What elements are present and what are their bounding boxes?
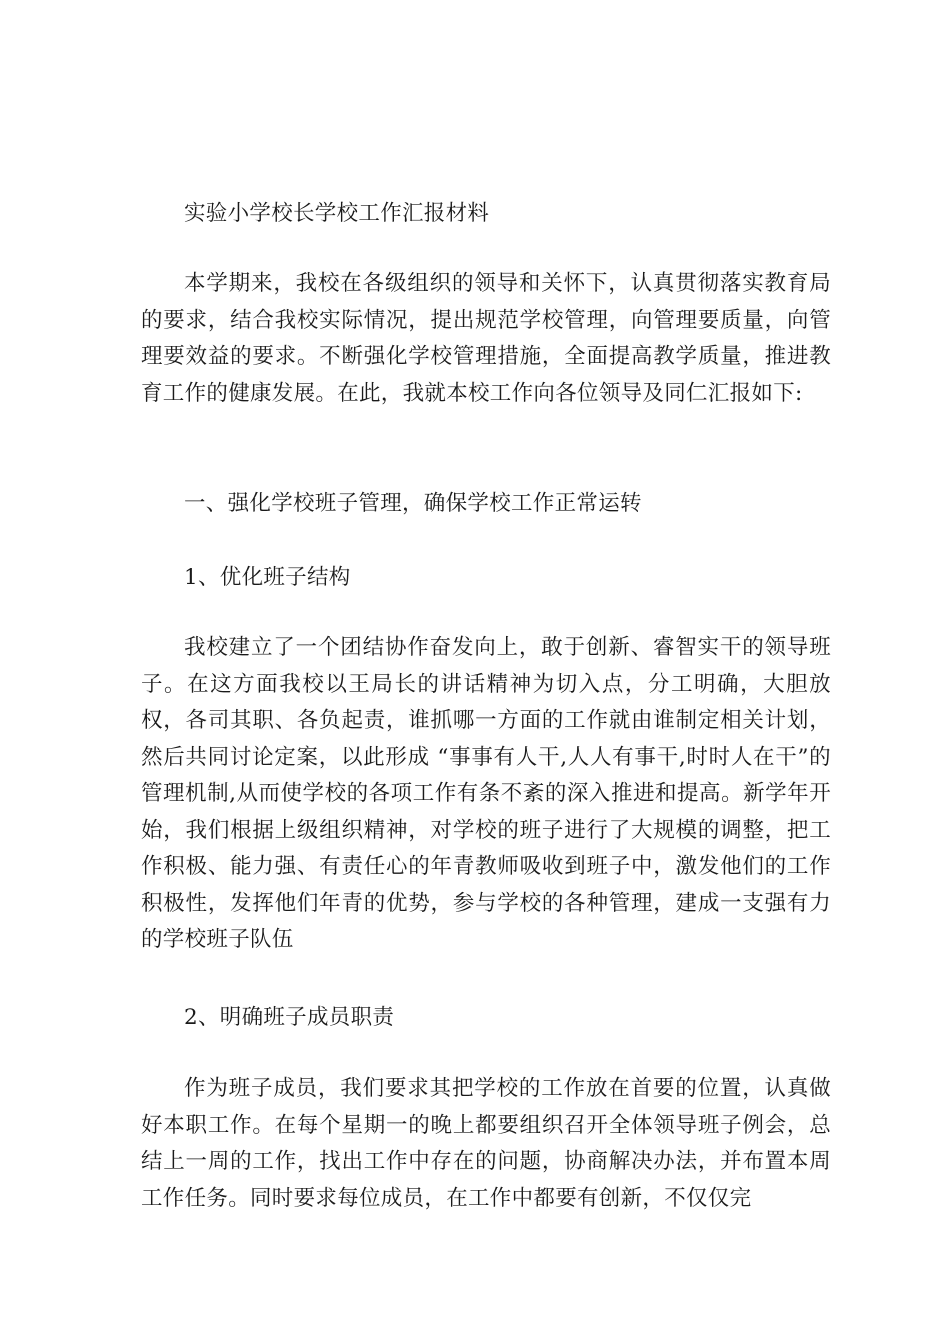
document-title: 实验小学校长学校工作汇报材料 [184, 201, 490, 226]
subsection-paragraph-1: 我校建立了一个团结协作奋发向上，敢于创新、睿智实干的领导班子。在这方面我校以王局长的讲话精神为切入点，分工明确，大胆放权，各司其职、各负起责，谁抓哪一方面的工作就由谁制定相关计划，然后共同讨论定案，以此形成 “事事有人干,人人有事干,时时人在干”的管理机制,从而使学校的各项工作有条不紊的深入推进和提高。新学年开始，我们根据上级组织精神，对学校的班子进行了大规模的调整，把工作积极、能力强、有责任心的年青教师吸收到班子中，激发他们的工作积极性，发挥他们年青的优势，参与学校的各种管理，建成一支强有力的学校班子队伍 [141, 635, 831, 952]
section-heading: 一、强化学校班子管理，确保学校工作正常运转 [184, 491, 642, 516]
intro-paragraph: 本学期来，我校在各级组织的领导和关怀下，认真贯彻落实教育局的要求，结合我校实际情况，提出规范学校管理，向管理要质量，向管理要效益的要求。不断强化学校管理措施，全面提高教学质量，推进教育工作的健康发展。在此，我就本校工作向各位领导及同仁汇报如下: [141, 271, 831, 406]
subsection-heading-1: 1、优化班子结构 [184, 565, 351, 590]
subsection-heading-2: 2、明确班子成员职责 [184, 1005, 395, 1030]
subsection-paragraph-2: 作为班子成员，我们要求其把学校的工作放在首要的位置，认真做好本职工作。在每个星期一的晚上都要组织召开全体领导班子例会，总结上一周的工作，找出工作中存在的问题，协商解决办法，并布置本周工作任务。同时要求每位成员，在工作中都要有创新，不仅仅完 [141, 1076, 831, 1211]
